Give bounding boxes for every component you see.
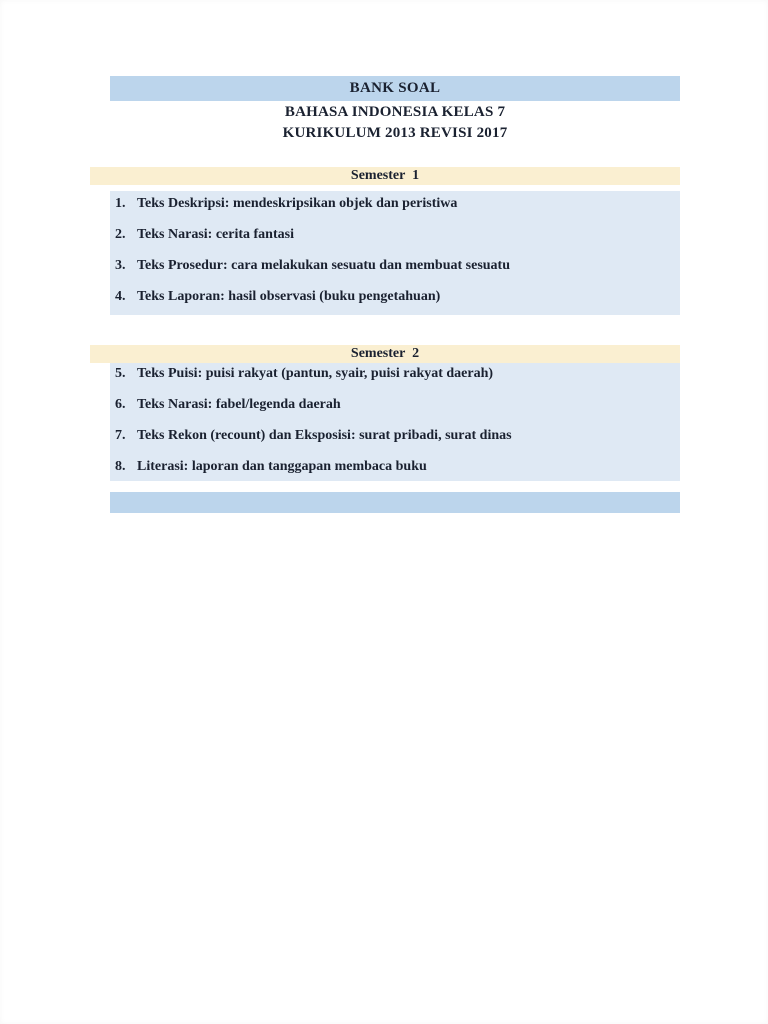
item-number: 7. xyxy=(115,428,126,443)
list-item xyxy=(110,257,680,288)
list-item xyxy=(110,427,680,458)
item-text: Teks Narasi: cerita fantasi xyxy=(137,227,294,242)
semester-1-items-box xyxy=(110,191,680,315)
item-text: Teks Prosedur: cara melakukan sesuatu dan membuat sesuatu xyxy=(137,258,510,273)
item-text: Teks Narasi: fabel/legenda daerah xyxy=(137,397,341,412)
list-item xyxy=(110,396,680,427)
title-bar xyxy=(110,76,680,101)
list-item xyxy=(110,195,680,226)
item-number: 4. xyxy=(115,289,126,304)
list-item xyxy=(110,288,680,319)
list-item xyxy=(110,226,680,257)
semester-2-heading-bar xyxy=(90,345,680,363)
subtitle-class: BAHASA INDONESIA KELAS 7 xyxy=(284,103,506,120)
semester-2-items-box xyxy=(110,363,680,481)
item-text: Teks Deskripsi: mendeskripsikan objek dan peristiwa xyxy=(137,196,458,211)
item-number: 8. xyxy=(115,459,126,474)
semester-1-heading-bar xyxy=(90,167,680,185)
list-item xyxy=(110,365,680,396)
item-text: Teks Rekon (recount) dan Eksposisi: surat pribadi, surat dinas xyxy=(137,428,512,443)
page-title: BANK SOAL xyxy=(349,80,441,96)
item-number: 2. xyxy=(115,227,126,242)
item-number: 5. xyxy=(115,366,126,381)
semester-1-heading: Semester 1 xyxy=(350,168,420,183)
footer-bar xyxy=(110,492,680,513)
item-number: 6. xyxy=(115,397,126,412)
item-number: 3. xyxy=(115,258,126,273)
item-text: Teks Laporan: hasil observasi (buku pengetahuan) xyxy=(137,289,441,304)
list-item xyxy=(110,458,680,489)
semester-2-heading: Semester 2 xyxy=(350,346,420,361)
item-number: 1. xyxy=(115,196,126,211)
subtitle-curriculum: KURIKULUM 2013 REVISI 2017 xyxy=(282,124,508,141)
item-text: Teks Puisi: puisi rakyat (pantun, syair, puisi rakyat daerah) xyxy=(137,366,494,381)
item-text: Literasi: laporan dan tanggapan membaca buku xyxy=(137,459,427,474)
